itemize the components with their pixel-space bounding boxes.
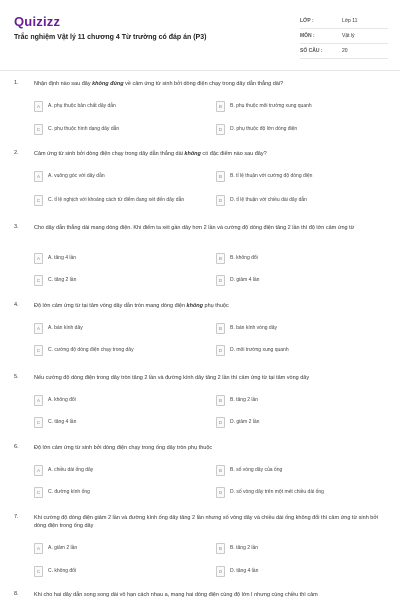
meta-label: SỐ CÂU : [300,48,323,54]
worksheet-title: Trắc nghiệm Vật lý 11 chương 4 Từ trường có đáp án (P3) [14,34,207,41]
option-letter-box: C [34,275,43,286]
option-c[interactable] [34,274,76,286]
option-text: C. phụ thuộc hình dạng dây dẫn [48,126,120,132]
option-a[interactable] [34,252,76,264]
option-letter-box: B [216,465,225,476]
option-letter-box: A [34,543,43,554]
option-b[interactable] [216,542,258,554]
option-text: D. giảm 2 lần [230,419,260,425]
option-text: B. số vòng dây của ống [230,467,283,473]
option-text: D. giảm 4 lần [230,277,260,283]
question-text: Khi cường độ dòng điện giảm 2 lần và đường kính ống dây tăng 2 lần nhưng số vòng dây và chiều dài ống không đổi thì cảm ứng từ sinh bởi dòng điện trong ống dây [34,515,379,529]
option-text: A. chiều dài ống dây [48,467,94,473]
option-letter-box: D [216,566,225,577]
question-text: Độ lớn cảm ứng từ sinh bởi dòng điện chạy trong ống dây tròn phụ thuộc [34,445,213,451]
option-letter-box: D [216,417,225,428]
option-letter-box: C [34,124,43,135]
question-text: Độ lớn cảm ứng từ tại tâm vòng dây dẫn tròn mang dòng điện không phụ thuộc [34,303,229,309]
option-c[interactable] [34,565,76,577]
question-number: 4. [14,302,19,308]
option-d[interactable] [216,344,289,356]
option-letter-box: B [216,101,225,112]
option-b[interactable] [216,252,258,264]
question-number: 1. [14,80,19,86]
option-text: B. tăng 2 lần [230,545,259,551]
question-number: 6. [14,444,19,450]
question-text: Nếu cường độ dòng điện trong dây tròn tăng 2 lần và đường kính dây tăng 2 lần thì cảm ứng từ tại tâm vòng dây [34,375,310,381]
option-letter-box: D [216,124,225,135]
option-letter-box: C [34,487,43,498]
option-text: A. giảm 2 lần [48,545,78,551]
meta-value: 20 [342,48,348,54]
meta-row-subject [300,29,388,44]
option-text: A. vuông góc với dây dẫn [48,173,105,179]
option-letter-box: A [34,323,43,334]
option-letter-box: B [216,253,225,264]
question-number: 7. [14,514,19,520]
meta-label: LỚP : [300,18,314,24]
option-letter-box: C [34,345,43,356]
meta-value: Lớp 11 [342,18,358,24]
option-text: A. tăng 4 lần [48,255,77,261]
option-text: A. bán kính dây [48,325,83,331]
option-letter-box: C [34,566,43,577]
option-letter-box: B [216,323,225,334]
meta-row-count [300,44,388,59]
question-text: Khi cho hai dây dẫn song song dài vô hạn cách nhau a, mang hai dòng điện cùng độ lớn I nhưng cùng chiều thì cảm [34,592,318,598]
option-c[interactable] [34,190,204,210]
emphasis-text: không [186,303,204,309]
option-letter-box: B [216,395,225,406]
option-d[interactable] [216,194,307,206]
option-a[interactable] [34,394,76,406]
worksheet-header [0,0,400,71]
option-letter-box: C [34,195,43,206]
option-letter-box: A [34,395,43,406]
emphasis-text: không [184,151,201,157]
option-letter-box: D [216,487,225,498]
option-a[interactable] [34,322,83,334]
option-a[interactable] [34,170,105,182]
option-b[interactable] [216,322,277,334]
option-text: C. tăng 2 lần [48,277,77,283]
question-text: Nhận định nào sau đây không đúng về cảm ứng từ sinh bởi dòng điện chạy trong dây dẫn thẳng dài? [34,81,284,87]
option-d[interactable] [216,274,259,286]
option-text: C. đường kính ống [48,489,90,495]
option-text: D. môi trường xung quanh [230,347,289,353]
option-letter-box: D [216,195,225,206]
meta-info [300,14,388,59]
option-text: D. tỉ lệ thuận với chiều dài dây dẫn [230,197,307,203]
option-letter-box: D [216,345,225,356]
option-text: B. tăng 2 lần [230,397,259,403]
meta-value: Vật lý [342,33,355,39]
option-b[interactable] [216,170,312,182]
question-number: 3. [14,224,19,230]
option-a[interactable] [34,464,93,476]
option-text: B. tỉ lệ thuận với cường độ dòng điện [230,173,313,179]
question-number: 2. [14,150,19,156]
meta-label: MÔN : [300,33,315,39]
option-letter-box: B [216,171,225,182]
question-number: 8. [14,591,19,597]
question-text: Cho dây dẫn thẳng dài mang dòng điện. Khi điểm ta xét gần dây hơn 2 lần và cường độ dòng điện tăng 2 lần thì độ lớn cảm ứng từ [34,225,355,231]
option-letter-box: A [34,253,43,264]
option-text: D. tăng 4 lần [230,568,259,574]
option-b[interactable] [216,394,258,406]
option-c[interactable] [34,123,119,135]
option-text: D. phụ thuộc độ lớn dòng điện [230,126,298,132]
option-letter-box: D [216,275,225,286]
option-letter-box: A [34,101,43,112]
question-text: Cảm ứng từ sinh bởi dòng điện chạy trong dây dẫn thẳng dài không có đặc điểm nào sau đây? [34,151,267,157]
option-text: C. tỉ lệ nghịch với khoảng cách từ điểm đang xét đến dây dẫn [48,196,185,203]
option-a[interactable] [34,100,116,112]
option-text: C. tăng 4 lần [48,419,77,425]
option-text: B. bán kính vòng dây [230,325,277,331]
option-d[interactable] [216,486,324,498]
meta-row-class [300,14,388,29]
emphasis-text: không đúng [92,81,124,87]
option-text: B. phụ thuộc môi trường xung quanh [230,103,312,109]
option-letter-box: A [34,171,43,182]
option-text: C. cường độ dòng điện chạy trong dây [48,347,134,353]
quizizz-logo: Quizizz [14,14,61,29]
option-text: A. không đổi [48,397,76,403]
option-letter-box: C [34,417,43,428]
option-c[interactable] [34,416,76,428]
option-c[interactable] [34,344,134,356]
option-text: A. phụ thuộc bản chất dây dẫn [48,103,116,109]
option-d[interactable] [216,565,258,577]
option-text: C. không đổi [48,568,77,574]
option-c[interactable] [34,486,90,498]
question-number: 5. [14,374,19,380]
option-a[interactable] [34,542,77,554]
option-letter-box: B [216,543,225,554]
option-d[interactable] [216,123,297,135]
option-b[interactable] [216,464,282,476]
option-text: D. số vòng dây trên một mét chiều dài ống [230,489,324,495]
option-b[interactable] [216,100,312,112]
option-letter-box: A [34,465,43,476]
option-d[interactable] [216,416,259,428]
option-text: B. không đổi [230,255,258,261]
